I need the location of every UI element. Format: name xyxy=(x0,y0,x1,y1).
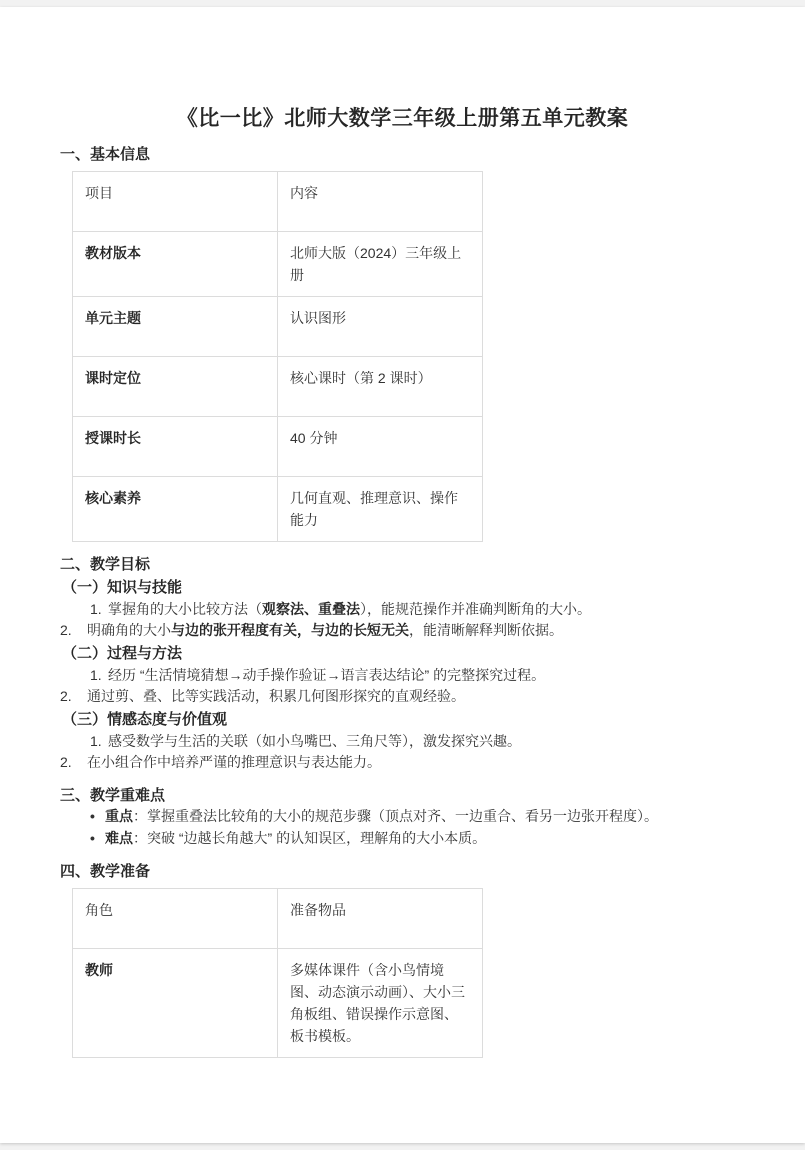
row-label: 教师 xyxy=(73,949,278,1058)
table-header-cell: 内容 xyxy=(278,172,483,232)
list-item xyxy=(90,665,745,686)
section-heading-teaching-goals: 二、教学目标 xyxy=(60,556,151,573)
list-number: 2. xyxy=(60,754,72,770)
section-heading-basic-info: 一、基本信息 xyxy=(60,146,151,163)
bullet-icon: • xyxy=(90,808,95,824)
list-item xyxy=(90,731,745,752)
table-row xyxy=(73,949,483,1058)
list-item xyxy=(60,620,745,641)
page-title: 《比一比》北师大数学三年级上册第五单元教案 xyxy=(176,107,629,130)
table-header-row xyxy=(73,172,483,232)
subsection-knowledge-skills: （一）知识与技能 xyxy=(62,579,183,596)
preparation-table xyxy=(72,888,483,1058)
list-number: 1. xyxy=(90,601,102,617)
bullet-text: 重点：掌握重叠法比较角的大小的规范步骤（顶点对齐、一边重合、看另一边张开程度）。 xyxy=(105,808,658,824)
list-item xyxy=(90,599,745,620)
basic-info-table xyxy=(72,171,483,542)
list-text: 通过剪、叠、比等实践活动，积累几何图形探究的直观经验。 xyxy=(87,688,465,704)
list-number: 1. xyxy=(90,733,102,749)
row-value: 认识图形 xyxy=(278,297,483,357)
list-item xyxy=(60,752,745,773)
list-text: 在小组合作中培养严谨的推理意识与表达能力。 xyxy=(87,754,381,770)
list-text: 感受数学与生活的关联（如小鸟嘴巴、三角尺等），激发探究兴趣。 xyxy=(108,733,521,749)
table-header-cell: 角色 xyxy=(73,889,278,949)
table-header-cell: 准备物品 xyxy=(278,889,483,949)
row-label: 授课时长 xyxy=(73,417,278,477)
list-number: 2. xyxy=(60,688,72,704)
list-text: 经历 “生活情境猜想→动手操作验证→语言表达结论” 的完整探究过程。 xyxy=(108,667,546,683)
row-label: 课时定位 xyxy=(73,357,278,417)
row-label: 教材版本 xyxy=(73,232,278,297)
subsection-process-method: （二）过程与方法 xyxy=(62,645,183,662)
section-heading-teaching-preparation: 四、教学准备 xyxy=(60,863,151,880)
bullet-item-difficult-point xyxy=(90,828,745,850)
bullet-item-key-point xyxy=(90,806,745,828)
bullet-text: 难点：突破 “边越长角越大” 的认知误区，理解角的大小本质。 xyxy=(105,829,487,846)
list-item xyxy=(60,686,745,707)
list-text: 掌握角的大小比较方法（观察法、重叠法），能规范操作并准确判断角的大小。 xyxy=(108,601,591,617)
row-value: 几何直观、推理意识、操作能力 xyxy=(278,477,483,542)
table-row xyxy=(73,357,483,417)
section-heading-key-difficult-points: 三、教学重难点 xyxy=(60,787,166,804)
row-value: 北师大版（2024）三年级上册 xyxy=(278,232,483,297)
bullet-icon: • xyxy=(90,829,95,846)
list-number: 2. xyxy=(60,622,72,638)
row-label: 核心素养 xyxy=(73,477,278,542)
row-label: 单元主题 xyxy=(73,297,278,357)
row-value: 多媒体课件（含小鸟情境图、动态演示动画）、大小三角板组、错误操作示意图、板书模板。 xyxy=(278,949,483,1058)
table-row xyxy=(73,232,483,297)
table-row xyxy=(73,297,483,357)
list-number: 1. xyxy=(90,667,102,683)
table-row xyxy=(73,417,483,477)
table-header-cell: 项目 xyxy=(73,172,278,232)
list-text: 明确角的大小与边的张开程度有关，与边的长短无关，能清晰解释判断依据。 xyxy=(87,622,563,638)
subsection-affect-values: （三）情感态度与价值观 xyxy=(62,711,228,728)
table-row xyxy=(73,477,483,542)
document-page xyxy=(0,7,805,1143)
row-value: 40 分钟 xyxy=(278,417,483,477)
table-header-row xyxy=(73,889,483,949)
row-value: 核心课时（第 2 课时） xyxy=(278,357,483,417)
